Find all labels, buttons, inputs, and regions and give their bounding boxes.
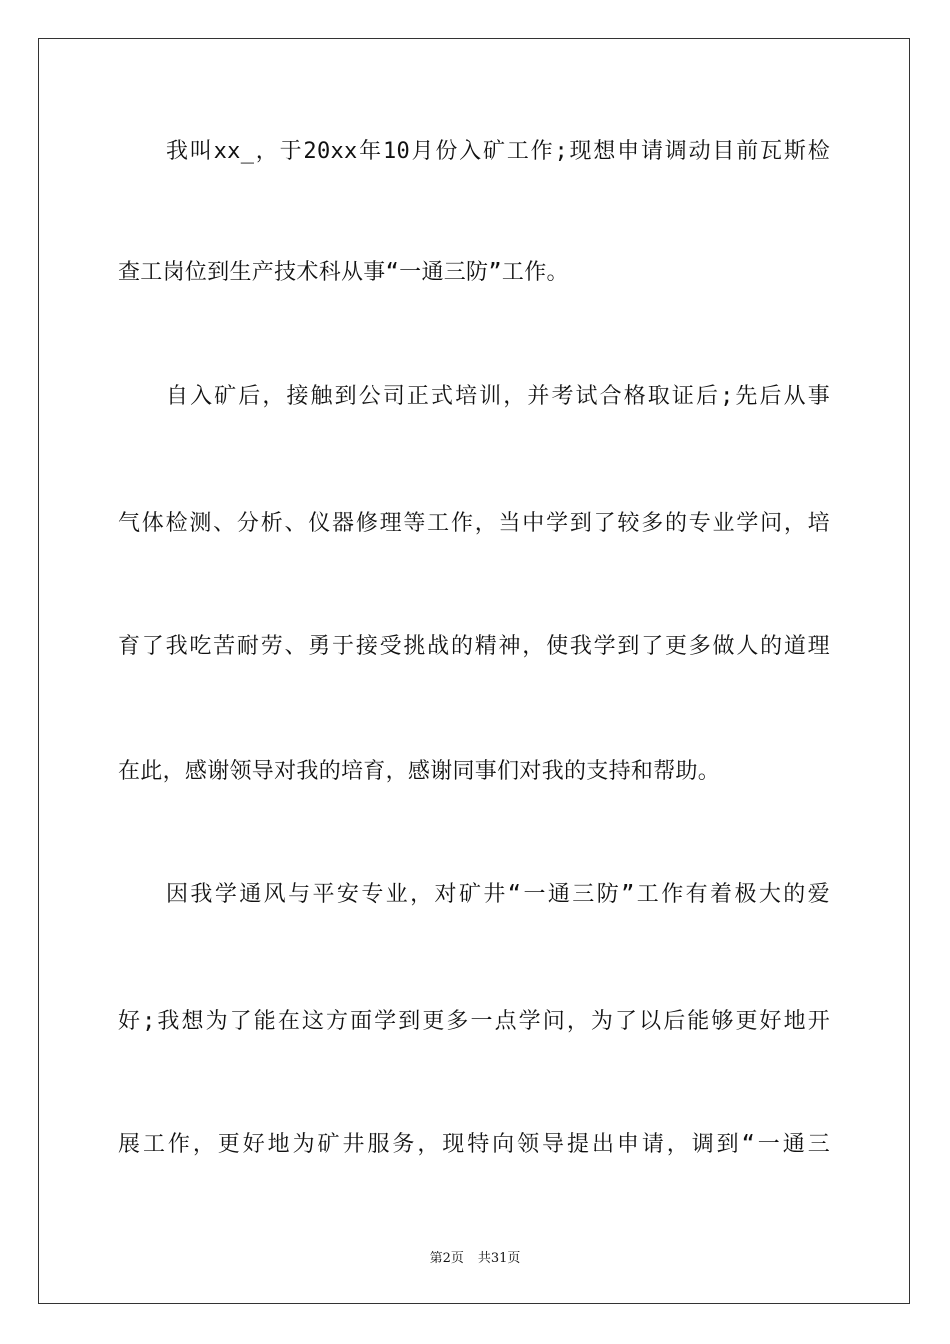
paragraph-3-line-2: 好;我想为了能在这方面学到更多一点学问，为了以后能够更好地开 <box>118 1009 830 1034</box>
paragraph-2-line-2: 气体检测、分析、仪器修理等工作，当中学到了较多的专业学问，培 <box>118 511 830 536</box>
paragraph-1-line-2: 查工岗位到生产技术科从事“一通三防”工作。 <box>118 260 569 285</box>
paragraph-1-line-1: 我叫xx_，于20xx年10月份入矿工作;现想申请调动目前瓦斯检 <box>166 139 830 164</box>
paragraph-2-line-4: 在此，感谢领导对我的培育，感谢同事们对我的支持和帮助。 <box>118 759 721 784</box>
paragraph-2-line-3: 育了我吃苦耐劳、勇于接受挑战的精神，使我学到了更多做人的道理 <box>118 634 830 659</box>
paragraph-3-line-1: 因我学通风与平安专业，对矿井“一通三防”工作有着极大的爱 <box>166 882 830 907</box>
page-footer <box>0 1247 950 1266</box>
paragraph-3-line-3: 展工作，更好地为矿井服务，现特向领导提出申请，调到“一通三 <box>118 1132 830 1157</box>
page-number: 第2页 <box>429 1251 464 1266</box>
paragraph-2-line-1: 自入矿后，接触到公司正式培训，并考试合格取证后;先后从事 <box>166 384 830 409</box>
page-border <box>38 38 910 1304</box>
page-total: 共31页 <box>477 1251 521 1266</box>
